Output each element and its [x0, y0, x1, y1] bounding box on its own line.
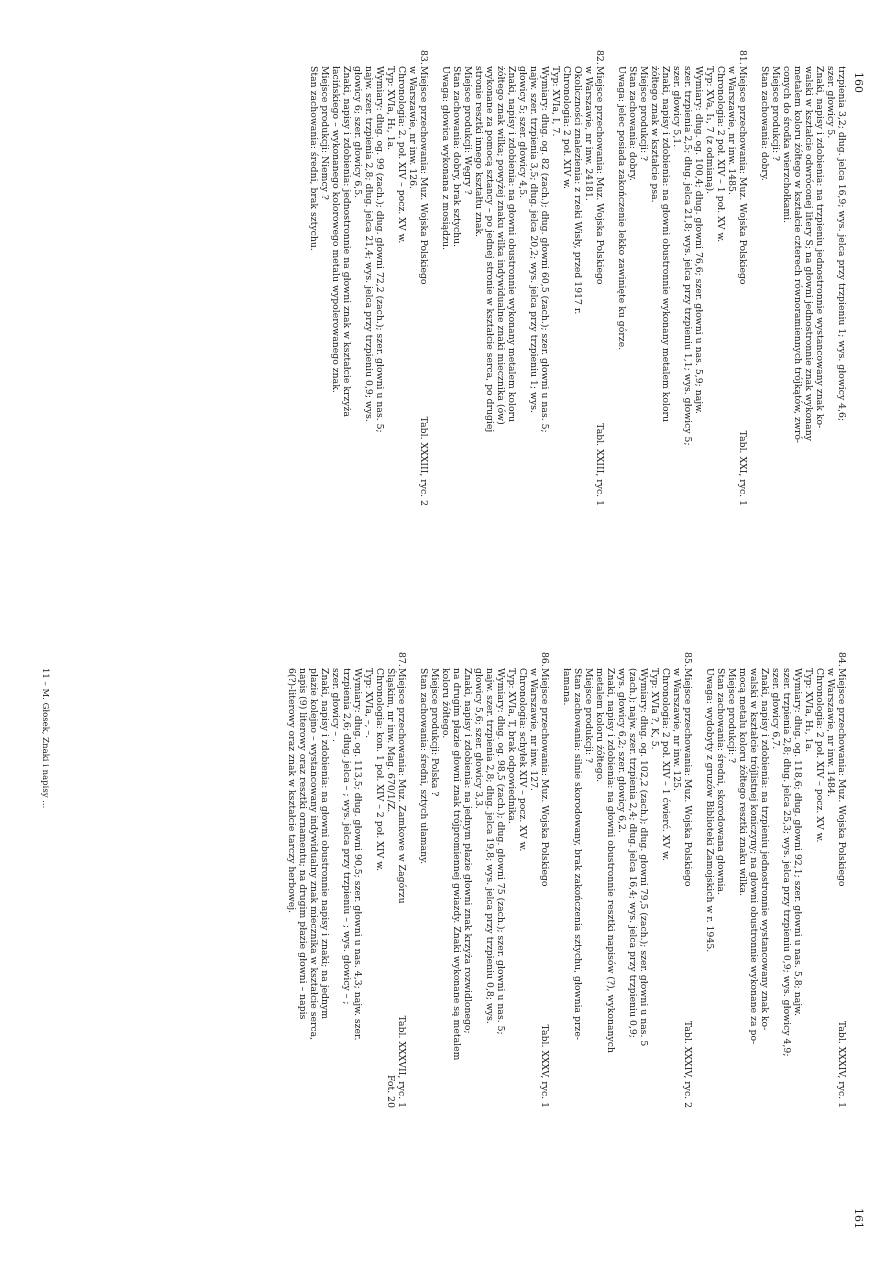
- entry-line: Typ: XVa, I₁, 7 (z odmianą).: [704, 66, 715, 195]
- catalog-entry: [616, 50, 748, 506]
- entry-line: najw. szer. trzpienia 3,5; dług. jelca 20,2; wys. jelca przy trzpieniu 1; wys.: [528, 66, 539, 413]
- entry-line: Miejsce przechowania: Muz. Zamkowe w Zagórzu: [396, 668, 407, 904]
- entry-line: Chronologia: 2 poł. XIV – 1 ćwierć. XV w.: [660, 668, 671, 861]
- catalog-entry: [308, 50, 429, 506]
- entry-line: wys. głowicy 6,2; szer. głowicy 6,2.: [616, 668, 627, 833]
- catalog-entry: [704, 652, 847, 1108]
- entry-line: Typ: XVIa, H₁, 1a.: [385, 66, 396, 151]
- entry-line: metalem koloru żółtego.: [594, 668, 605, 783]
- entry-number: 83.: [418, 50, 429, 65]
- entry-line: żółtego znak w kształcie psa.: [649, 66, 660, 203]
- entry-line: na drugim płazie głowni znak trójpromiennej gwiazdy. Znaki wykonane są metalem: [451, 668, 462, 1061]
- catalog-entry: [418, 652, 550, 1108]
- entry-line: Chronologia: kon. 1 poł. XIV – 2 poł. XIV w.: [374, 668, 385, 872]
- entry-number: 86.: [539, 652, 550, 667]
- right-page: [0, 632, 893, 1263]
- entry-line: szer. trzpienia 2,8; dług. jelca 25,3; wys. jelca przy trzpieniu 0,9; wys. głowicy 4,9;: [781, 668, 792, 1057]
- entry-line: Uwaga: głowica wykonana z mosiądzu.: [440, 66, 451, 250]
- entry-line: Śląskim, nr inw. Mag. 670/1/Z.: [385, 668, 396, 813]
- entry-line: w Warszawie, nr inw. 127.: [528, 668, 539, 792]
- entry-line: Typ: XVIa, H₁, 1a.: [803, 668, 814, 753]
- left-page: [0, 0, 893, 631]
- catalog-entry: [561, 652, 693, 1108]
- entry-line: Znaki, napisy i zdobienia: na głowni obustronnie napisy i znaki; na jednym: [319, 668, 330, 1020]
- entry-line: wykonane za pomocą sztancy – po jednej stronie w kształcie serca, po drugiej: [484, 66, 495, 433]
- entry-line: Stan zachowania: silnie skorodowany, brak zakończenia sztychu, głownia prze-: [572, 668, 583, 1040]
- entry-line: w Warszawie, nr inw. 126.: [407, 66, 418, 190]
- entry-line: Znaki, napisy i zdobienia: na głowni obustronnie resztki napisów (?), wykonanych: [605, 668, 616, 1053]
- catalog-entry: [286, 652, 407, 1108]
- entry-line: Wymiary: dług. og. 118,6; dług. głowni 92,1; szer. głowni u nas. 5,8; najw.: [792, 668, 803, 1016]
- entry-line: szer. głowicy 5,1.: [671, 66, 682, 148]
- entry-line: Miejsce przechowania: Muz. Wojska Polskiego: [594, 66, 605, 285]
- entry-line: Chronologia: 2 poł. XIV – 1 poł. XV w.: [715, 66, 726, 243]
- entry-line: 6(?)-literowy oraz znak w kształcie tarczy herbowej.: [286, 668, 297, 914]
- entry-line: żółtego znak wilka; powyżej znaku wilka indywidualne znaki miecznika (ów): [495, 66, 506, 425]
- entry-line: Miejsce przechowania: Muz. Wojska Polskiego: [682, 668, 693, 887]
- entry-line: Okoliczności znalezienia: z rzeki Wisły, przed 1917 r.: [572, 66, 583, 315]
- entry-line: stronie resztki innego kształtu znak.: [473, 66, 484, 238]
- entry-line: Miejsce produkcji: Węgry ?: [462, 66, 473, 195]
- page-number: 161: [852, 1208, 865, 1229]
- entry-line: płazie kolejno – wystancowany indywidualny znak miecznika w kształcie serca,: [308, 668, 319, 1041]
- entry-line: Wymiary: dług. og. 113,5; dług. głowni 90,5; szer. głowni u nas. 4,3; najw. szer.: [352, 668, 363, 1041]
- entry-line: Miejsce produkcji: Niemcy ?: [319, 66, 330, 200]
- entry-number: 81.: [737, 50, 748, 65]
- entry-line: szer. głowicy 6,7.: [770, 668, 781, 750]
- entry-line: łamana.: [561, 668, 572, 706]
- entry-line: Stan zachowania: dobry.: [627, 66, 638, 181]
- entry-line: w Warszawie, nr inw. 125.: [671, 668, 682, 792]
- entry-line: w Warszawie, nr inw. 24181.: [583, 66, 594, 201]
- entry-line: najw. szer. trzpienia 2,8; dług. jelca 19,8; wys. jelca przy trzpieniu 0,8; wys.: [484, 668, 495, 1024]
- entry-line: Miejsce produkcji: ?: [770, 66, 781, 162]
- entry-line: Uwaga: jelec posiada zakończenie lekko zawinięte ku górze.: [616, 66, 627, 351]
- catalog-entries: [275, 652, 847, 1108]
- entry-line: Znaki, napisy i zdobienia: na trzpieniu jednostronnie wystancowany znak ko-: [759, 668, 770, 1031]
- entry-line: Typ: XVIa, –, –.: [363, 668, 374, 739]
- entry-line: koloru żółtego.: [440, 668, 451, 739]
- entry-line: Znaki, napisy i zdobienia: na trzpieniu jednostronnie wystancowany znak ko-: [814, 66, 825, 429]
- entry-number: 82.: [594, 50, 605, 65]
- entry-line: Miejsce produkcji: Polska ?: [429, 668, 440, 797]
- entry-line: Chronologia: 2 poł. XIV – pocz. XV w.: [814, 668, 825, 843]
- entry-line: najw. szer. trzpienia 2,8; dług. jelca 21,4; wys. jelca przy trzpieniu 0,9; wys.: [363, 66, 374, 422]
- entry-line: napis (9) literowy oraz resztki ornamentu; na drugim płazie głowni – napis: [297, 668, 308, 1020]
- entry-line: Wymiary: dług. og. 98,5 (zach.); dług. głowni 75 (zach.); szer. głowni u nas. 5;: [495, 668, 506, 1035]
- catalog-entries: [297, 50, 847, 506]
- entry-line: szer. głowicy 5.: [825, 66, 836, 139]
- entry-number: 85.: [682, 652, 693, 667]
- entry-line: Typ: XVIa ?, K, 5.: [649, 668, 660, 750]
- entry-line: walski w kształcie odwróconej litery S; na głowni jednostronnie znak wykonany: [803, 66, 814, 441]
- entry-line: Stan zachowania: średni, skorodowana głownia.: [715, 668, 726, 896]
- entry-line: szer. trzpienia 2,5; dług. jelca 21,8; wys. jelca przy trzpieniu 1,1; wys. głowicy 5;: [682, 66, 693, 446]
- catalog-entry: [759, 66, 847, 506]
- plate-reference: Tabl. XXXIV, ryc. 1: [836, 1020, 847, 1108]
- entry-line: trzpienia 3,2; dług. jelca 16,9; wys. jelca przy trzpieniu 1; wys. głowicy 4,6;: [836, 66, 847, 422]
- page-number: 160: [852, 72, 865, 93]
- entry-line: Miejsce produkcji: ?: [726, 668, 737, 764]
- entry-line: Znaki, napisy i zdobienia: na jednym płazie głowni znak krzyża rozwidlonego;: [462, 668, 473, 1034]
- entry-line: (zach.); najw. szer. trzpienia 2,4; dług. jelca 16,4; wys. jelca przy trzpieniu 0,9;: [627, 668, 638, 1038]
- entry-line: Wymiary: dług. og. 99 (zach.); dług. głowni 72,2 (zach.); szer. głowni u nas. 5;: [374, 66, 385, 433]
- plate-reference: Tabl. XXXIV, ryc. 2: [682, 1020, 693, 1108]
- entry-line: Chronologia: schyłek XIV – pocz. XV w.: [517, 668, 528, 852]
- entry-number: 87.: [396, 652, 407, 667]
- entry-line: mocą metalu koloru żółtego resztki znaku wilka.: [737, 668, 748, 897]
- entry-line: Wymiary: dług. og. 100,4; dług. głowni 76,6; szer. głowni u nas. 5,9; najw.: [693, 66, 704, 414]
- entry-line: Miejsce przechowania: Muz. Wojska Polskiego: [737, 66, 748, 285]
- entry-line: Typ: XVIa, I, 7.: [550, 66, 561, 137]
- entry-line: Miejsce przechowania: Muz. Wojska Polskiego: [539, 668, 550, 887]
- plate-reference: Tabl. XXIII, ryc. 1: [594, 423, 605, 506]
- entry-line: szer. głowicy – .: [330, 668, 341, 742]
- entry-line: łacińskiego – wykonanego kolorowego metalu wypolerowanego znak.: [330, 66, 341, 393]
- entry-line: Typ: XVIa, T, brak odpowiednika.: [506, 668, 517, 824]
- entry-line: Stan zachowania: średni, brak sztychu.: [308, 66, 319, 251]
- entry-number: 84.: [836, 652, 847, 667]
- entry-line: conych do środka wierzchołkami.: [781, 66, 792, 224]
- entry-line: Stan zachowania: dobry.: [759, 66, 770, 181]
- entry-line: Chronologia: 2 poł. XIV w.: [561, 66, 572, 189]
- entry-line: Znaki, napisy i zdobienia: jednostronnie na głowni znak w kształcie krzyża: [341, 66, 352, 417]
- plate-reference: Tabl. XXXIII, ryc. 2: [418, 416, 429, 506]
- entry-line: Wymiary: dług. og. 82 (zach.); dług. głowni 60,5 (zach.); szer. głowni u nas. 5;: [539, 66, 550, 433]
- entry-line: Stan zachowania: średni, sztych ułamany.: [418, 668, 429, 865]
- entry-line: Miejsce produkcji: ?: [638, 66, 649, 162]
- plate-reference: Tabl. XXXVII, ryc. 1 Fot. 20: [385, 1015, 407, 1108]
- entry-line: Stan zachowania: dobry, brak sztychu.: [451, 66, 462, 248]
- entry-line: Miejsce przechowania: Muz. Wojska Polskiego: [418, 66, 429, 285]
- entry-line: Znaki, napisy i zdobienia: na głowni obustronnie wykonany metalem koloru: [660, 66, 671, 422]
- catalog-entry: [440, 50, 605, 506]
- entry-line: w Warszawie, nr inw. 1484.: [825, 668, 836, 797]
- plate-reference: Tabl. XXXV, ryc. 1: [539, 1024, 550, 1108]
- entry-line: w Warszawie, nr inw. 1485.: [726, 66, 737, 195]
- entry-line: Miejsce produkcji: ?: [583, 668, 594, 764]
- footnote: 11 – M. Głosek, Znaki i napisy ...: [40, 668, 50, 809]
- entry-line: głowicy 6; szer. głowicy 6,5.: [352, 66, 363, 199]
- entry-line: walski w kształcie trójlistnej koniczyny; na głowni obustronnie wykonane za po-: [748, 668, 759, 1045]
- entry-line: metalem koloru żółtego w kształcie czterech równoramiennych trójkątów, zwró-: [792, 66, 803, 444]
- entry-line: Uwaga: wydobyty z gruzów Biblioteki Zamojskich w r. 1945.: [704, 668, 715, 953]
- entry-line: Znaki, napisy i zdobienia: na głowni obustronnie wykonany metalem koloru: [506, 66, 517, 422]
- entry-line: głowicy 5; szer. głowicy 4,5.: [517, 66, 528, 199]
- entry-line: Miejsce przechowania: Muz. Wojska Polskiego: [836, 668, 847, 887]
- plate-reference: Tabl. XXI, ryc. 1: [737, 430, 748, 506]
- entry-line: Chronologia: 2. poł. XIV – pocz. XV w.: [396, 66, 407, 244]
- entry-line: głowicy 5,6; szer. głowicy 3,3.: [473, 668, 484, 809]
- entry-line: trzpienia 2,6; dług. jelca – ; wys. jelca przy trzpieniu – ; wys. głowicy – ;: [341, 668, 352, 1005]
- entry-line: Wymiary: dług. og. 102,2 (zach.); dług. głowni 79,5 (zach.); szer. głowni u nas. 5: [638, 668, 649, 1047]
